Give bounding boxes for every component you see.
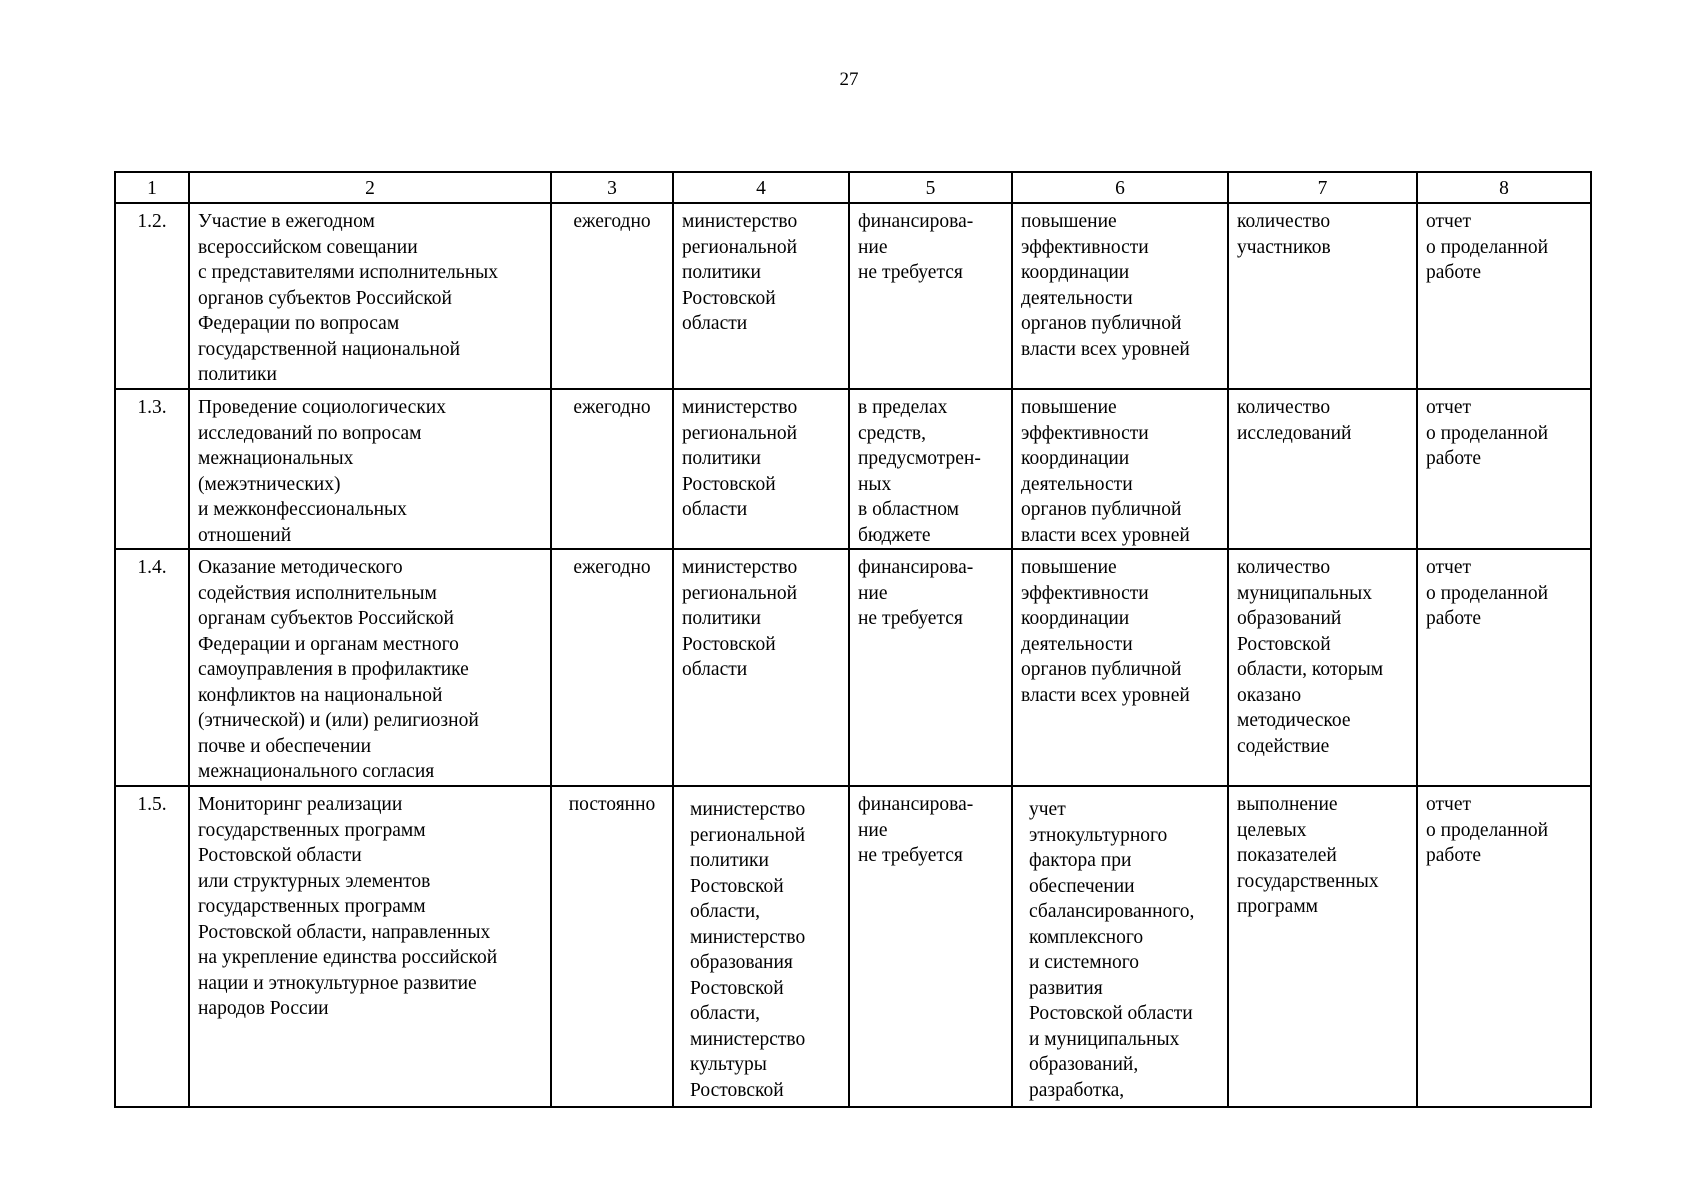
result-cell: повышение эффективности координации деятельности органов публичной власти всех уровней [1012,549,1228,786]
column-header: 1 [115,172,189,203]
row-number-cell: 1.5. [115,786,189,1107]
result-cell: повышение эффективности координации деятельности органов публичной власти всех уровней [1012,203,1228,389]
activity-cell: Мониторинг реализации государственных программ Ростовской области или структурных элементов государственных программ Ростовской области, направленных на укрепление единства российской нации и этнокультурное развитие народов России [189,786,551,1107]
table-row [115,549,1591,786]
column-number-row [115,172,1591,203]
executor-cell: министерство региональной политики Ростовской области [673,389,849,549]
term-cell: ежегодно [551,549,673,786]
column-header: 7 [1228,172,1417,203]
row-number-cell: 1.2. [115,203,189,389]
financing-cell: финансирова- ние не требуется [849,203,1012,389]
result-cell: повышение эффективности координации деятельности органов публичной власти всех уровней [1012,389,1228,549]
indicator-cell: выполнение целевых показателей государственных программ [1228,786,1417,1107]
report-cell: отчет о проделанной работе [1417,549,1591,786]
financing-cell: в пределах средств, предусмотрен- ных в областном бюджете [849,389,1012,549]
activity-cell: Участие в ежегодном всероссийском совещании с представителями исполнительных органов субъектов Российской Федерации по вопросам государственной национальной политики [189,203,551,389]
table-row [115,786,1591,1107]
indicator-cell: количество исследований [1228,389,1417,549]
executor-cell [673,786,849,1107]
table-row [115,389,1591,549]
term-cell: ежегодно [551,203,673,389]
term-cell: постоянно [551,786,673,1107]
indicator-cell: количество участников [1228,203,1417,389]
indicator-cell: количество муниципальных образований Ростовской области, которым оказано методическое содействие [1228,549,1417,786]
report-cell: отчет о проделанной работе [1417,203,1591,389]
term-cell: ежегодно [551,389,673,549]
page-number: 27 [839,69,859,90]
financing-cell: финансирова- ние не требуется [849,786,1012,1107]
action-plan-table [114,171,1592,1108]
activity-cell: Оказание методического содействия исполнительным органам субъектов Российской Федерации и органам местного самоуправления в профилактике конфликтов на национальной (этнической) и (или) религиозной почве и обеспечении межнационального согласия [189,549,551,786]
executor-cell: министерство региональной политики Ростовской области [673,549,849,786]
executor-text: министерство региональной политики Ростовской области, министерство образования Ростовской области, министерство культуры Ростовской [690,799,806,1101]
column-header: 5 [849,172,1012,203]
column-header: 4 [673,172,849,203]
executor-cell: министерство региональной политики Ростовской области [673,203,849,389]
column-header: 8 [1417,172,1591,203]
report-cell: отчет о проделанной работе [1417,389,1591,549]
row-number-cell: 1.4. [115,549,189,786]
activity-cell: Проведение социологических исследований по вопросам межнациональных (межэтнических) и межконфессиональных отношений [189,389,551,549]
report-cell: отчет о проделанной работе [1417,786,1591,1107]
result-cell [1012,786,1228,1107]
row-number-cell: 1.3. [115,389,189,549]
result-text: учет этнокультурного фактора при обеспечении сбалансированного, комплексного и системного развития Ростовской области и муниципальных образований, разработка, [1029,799,1195,1101]
table-row [115,203,1591,389]
financing-cell: финансирова- ние не требуется [849,549,1012,786]
column-header: 6 [1012,172,1228,203]
column-header: 2 [189,172,551,203]
column-header: 3 [551,172,673,203]
